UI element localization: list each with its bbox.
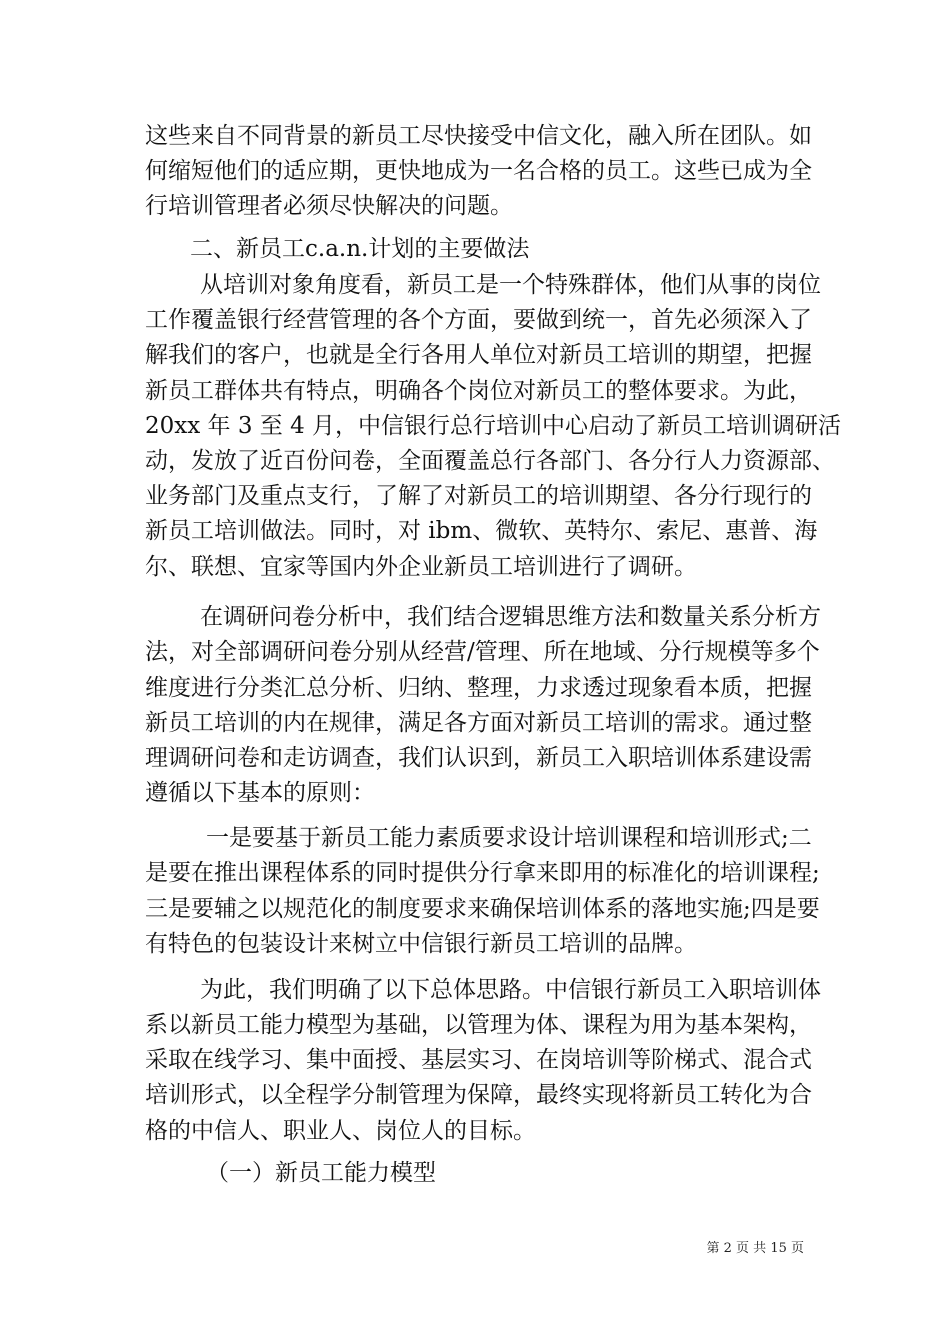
- body-text-line: 新员工培训做法。同时，对 ibm、微软、英特尔、索尼、惠普、海: [145, 518, 818, 544]
- body-text-line: 从培训对象角度看，新员工是一个特殊群体，他们从事的岗位: [200, 272, 821, 298]
- body-text-line: 理调研问卷和走访调查，我们认识到，新员工入职培训体系建设需: [145, 745, 812, 771]
- body-text-line: 有特色的包装设计来树立中信银行新员工培训的品牌。: [145, 931, 697, 957]
- body-text-line: 动，发放了近百份问卷，全面覆盖总行各部门、各分行人力资源部、: [145, 448, 835, 474]
- body-text-line: 遵循以下基本的原则：: [145, 780, 375, 806]
- body-text-line: 解我们的客户，也就是全行各用人单位对新员工培训的期望，把握: [145, 342, 812, 368]
- page-number: 第 2 页 共 15 页: [706, 1241, 804, 1256]
- body-text-line: 三是要辅之以规范化的制度要求来确保培训体系的落地实施;四是要: [145, 896, 820, 922]
- body-text-line: 何缩短他们的适应期，更快地成为一名合格的员工。这些已成为全: [145, 158, 812, 184]
- subsection-heading: （一）新员工能力模型: [206, 1160, 436, 1186]
- body-text-line: 是要在推出课程体系的同时提供分行拿来即用的标准化的培训课程;: [145, 860, 820, 886]
- body-text-line: 系以新员工能力模型为基础，以管理为体、课程为用为基本架构，: [145, 1012, 812, 1038]
- body-text-line: 新员工群体共有特点，明确各个岗位对新员工的整体要求。为此，: [145, 378, 812, 404]
- body-text-line: 为此，我们明确了以下总体思路。中信银行新员工入职培训体: [200, 977, 821, 1003]
- body-text-line: 工作覆盖银行经营管理的各个方面，要做到统一，首先必须深入了: [145, 307, 812, 333]
- body-text-line: 尔、联想、宜家等国内外企业新员工培训进行了调研。: [145, 554, 697, 580]
- section-heading: 二、新员工c.a.n.计划的主要做法: [190, 236, 530, 262]
- body-text-line: 维度进行分类汇总分析、归纳、整理，力求透过现象看本质，把握: [145, 675, 812, 701]
- body-text-line: 在调研问卷分析中，我们结合逻辑思维方法和数量关系分析方: [200, 604, 821, 630]
- body-text-line: 格的中信人、职业人、岗位人的目标。: [145, 1118, 536, 1144]
- body-text-line: 这些来自不同背景的新员工尽快接受中信文化，融入所在团队。如: [145, 123, 812, 149]
- body-text-line: 一是要基于新员工能力素质要求设计培训课程和培训形式;二: [206, 825, 812, 851]
- body-text-line: 培训形式，以全程学分制管理为保障，最终实现将新员工转化为合: [145, 1082, 812, 1108]
- body-text-line: 法，对全部调研问卷分别从经营/管理、所在地域、分行规模等多个: [145, 639, 820, 665]
- body-text-line: 业务部门及重点支行，了解了对新员工的培训期望、各分行现行的: [145, 483, 812, 509]
- body-text-line: 新员工培训的内在规律，满足各方面对新员工培训的需求。通过整: [145, 710, 812, 736]
- body-text-line: 行培训管理者必须尽快解决的问题。: [145, 193, 513, 219]
- body-text-line: 采取在线学习、集中面授、基层实习、在岗培训等阶梯式、混合式: [145, 1047, 812, 1073]
- body-text-line: 20xx 年 3 至 4 月，中信银行总行培训中心启动了新员工培训调研活: [145, 413, 842, 439]
